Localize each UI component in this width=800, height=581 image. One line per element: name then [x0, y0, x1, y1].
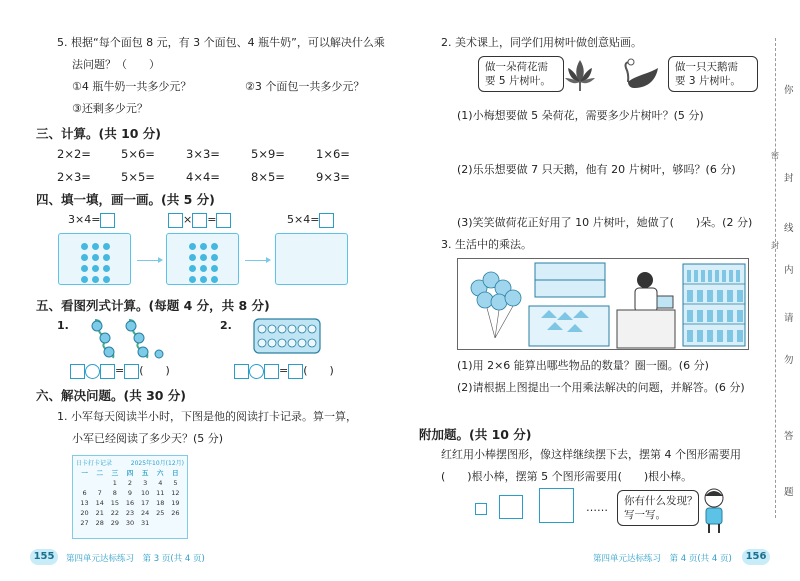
dot-array	[81, 243, 110, 283]
calendar-weekday: 四	[126, 469, 134, 477]
calendar-day: 12	[171, 489, 180, 497]
swan-leaf-picture	[620, 54, 664, 94]
q5-option-2: ②3 个面包一共多少元？	[245, 80, 365, 93]
calendar-weekday: 六	[157, 469, 164, 477]
q2-sub3: (3)笑笑做荷花正好用了 10 片树叶，她做了( )朵。(2 分)	[457, 216, 753, 229]
binding-char: 封	[784, 173, 794, 184]
sec5-q2-number: 2.	[220, 319, 232, 332]
answer-box[interactable]	[192, 213, 207, 228]
sec6-q1-line2: 小军已经阅读了多少天？(5 分)	[72, 432, 224, 445]
calendar-day: 1	[112, 479, 117, 487]
reading-calendar	[72, 455, 188, 539]
calendar-grid	[77, 468, 183, 527]
q5-option-1: ①4 瓶牛奶一共多少元？	[72, 80, 192, 93]
q3-sub2: (2)请根据上图提出一个用乘法解决的问题，并解答。(6 分)	[457, 381, 745, 394]
calc-item: 2×2=	[57, 147, 91, 161]
q5-line2: 法问题？（ ）	[72, 58, 160, 71]
section-5-title: 五、看图列式计算。(每题 4 分，共 8 分)	[36, 298, 270, 313]
footer-text: 第四单元达标练习 第 3 页(共 4 页)	[66, 554, 205, 564]
q2-sub2: (2)乐乐想要做 7 只天鹅，他有 20 片树叶，够吗？(6 分)	[457, 163, 736, 176]
eq-text: 5×4=	[287, 213, 320, 226]
calendar-day	[153, 519, 168, 527]
calendar-head-right: 2025年10月(12月)	[130, 460, 184, 467]
calendar-day: 20	[80, 509, 89, 517]
calendar-day: 21	[95, 509, 104, 517]
calendar-day	[168, 519, 183, 527]
calendar-day	[92, 479, 107, 487]
eq-text: =	[279, 364, 289, 377]
calendar-day: 5	[173, 479, 178, 487]
calendar-day: 6	[82, 489, 87, 497]
binding-char: 请	[784, 313, 794, 324]
binding-line	[775, 38, 776, 518]
section-6-title: 六、解决问题。(共 30 分)	[36, 388, 187, 403]
sec6-q1-line1: 1. 小军每天阅读半小时，下图是他的阅读打卡记录。算一算，	[57, 410, 357, 423]
calendar-weekday: 日	[172, 469, 179, 477]
answer-box[interactable]	[234, 364, 249, 379]
answer-box[interactable]	[319, 213, 334, 228]
page-number: 156	[742, 549, 770, 565]
calc-item: 5×5=	[121, 170, 155, 184]
answer-box[interactable]	[288, 364, 303, 379]
calc-item: 3×3=	[186, 147, 220, 161]
binding-char: 线	[784, 223, 794, 234]
calendar-weekday: 二	[96, 469, 103, 477]
q5-line1: 5. 根据“每个面包 8 元，有 3 个面包、4 瓶牛奶”，可以解决什么乘	[57, 36, 385, 49]
eq-text: ×	[183, 213, 193, 226]
calendar-day: 19	[171, 499, 180, 507]
footer-text: 第四单元达标练习 第 4 页(共 4 页)	[593, 554, 732, 564]
eq-text: 3×4=	[68, 213, 101, 226]
calendar-day: 10	[140, 489, 150, 497]
calendar-day: 28	[95, 519, 104, 527]
unit-paren: ( )	[139, 364, 170, 377]
lotus-speech-bubble: 做一朵荷花需 要 5 片树叶。	[478, 56, 564, 92]
calendar-day: 18	[156, 499, 165, 507]
calc-item: 2×3=	[57, 170, 91, 184]
binding-char: 答	[784, 431, 794, 442]
calendar-day: 2	[127, 479, 133, 487]
calendar-weekday: 三	[111, 469, 119, 477]
unit-paren: ( )	[303, 364, 334, 377]
right-page	[400, 0, 800, 581]
calendar-day: 11	[156, 489, 165, 497]
stick-square-3	[539, 488, 574, 523]
calendar-day: 4	[158, 479, 163, 487]
q5-option-3: ③还剩多少元？	[72, 102, 148, 115]
calendar-day: 30	[125, 519, 135, 527]
answer-box[interactable]	[100, 364, 115, 379]
calendar-day: 7	[97, 489, 102, 497]
swan-speech-bubble: 做一只天鹅需 要 3 片树叶。	[668, 56, 758, 92]
dots-panel-1	[58, 233, 131, 285]
answer-box[interactable]	[216, 213, 231, 228]
extra-speech-bubble: 你有什么发现？ 写一写。	[617, 490, 699, 526]
calc-item: 5×6=	[121, 147, 155, 161]
supermarket-picture	[457, 258, 749, 350]
extra-line2: ( )根小棒，摆第 5 个图形需要用( )根小棒。	[441, 470, 693, 483]
extra-line1: 红红用小棒摆图形，像这样继续摆下去，摆第 4 个图形需要用	[441, 448, 741, 461]
fill-eq-3	[287, 212, 334, 228]
calendar-day: 31	[140, 519, 150, 527]
calendar-day: 8	[112, 489, 117, 497]
lotus-leaf-picture	[563, 56, 597, 92]
calc-item: 9×3=	[316, 170, 350, 184]
operator-circle[interactable]	[249, 364, 264, 379]
answer-box[interactable]	[70, 364, 85, 379]
stick-square-2	[499, 495, 523, 519]
dots-panel-2	[166, 233, 239, 285]
calendar-weekday: 五	[141, 469, 149, 477]
calendar-day: 14	[95, 499, 104, 507]
calendar-day: 29	[110, 519, 119, 527]
calendar-day: 23	[125, 509, 135, 517]
sec5-q1-answer-row	[70, 363, 170, 379]
operator-circle[interactable]	[85, 364, 100, 379]
binding-char: 你	[784, 85, 794, 96]
q3-sub1: (1)用 2×6 能算出哪些物品的数量？圈一圈。(6 分)	[457, 359, 709, 372]
calendar-day: 9	[127, 489, 133, 497]
calendar-day: 15	[110, 499, 119, 507]
gourd-picture	[85, 316, 175, 362]
answer-box[interactable]	[264, 364, 279, 379]
eq-text: =	[207, 213, 217, 226]
fill-eq-2	[168, 212, 231, 228]
arrow-icon	[245, 260, 269, 261]
calc-item: 5×9=	[251, 147, 285, 161]
calc-item: 1×6=	[316, 147, 350, 161]
page-number: 155	[30, 549, 58, 565]
sec5-q1-number: 1.	[57, 319, 69, 332]
arrow-icon	[137, 260, 161, 261]
calendar-day: 24	[140, 509, 150, 517]
extra-title: 附加题。(共 10 分)	[419, 427, 532, 442]
binding-char: 题	[784, 487, 794, 498]
answer-box[interactable]	[124, 364, 139, 379]
calendar-day: 27	[80, 519, 89, 527]
answer-box[interactable]	[100, 213, 115, 228]
calendar-day: 25	[156, 509, 165, 517]
dot-array	[189, 243, 218, 283]
drawing-panel-empty[interactable]	[275, 233, 348, 285]
q3-line: 3. 生活中的乘法。	[441, 238, 532, 251]
calendar-head-left: 日卡打卡记录	[76, 460, 113, 467]
calendar-day: 22	[110, 509, 119, 517]
egg-tray-picture	[253, 318, 321, 354]
boy-picture	[697, 486, 731, 534]
calendar-day: 16	[125, 499, 135, 507]
ellipsis: ……	[586, 501, 608, 514]
calendar-day: 26	[171, 509, 180, 517]
binding-char: 勿	[784, 355, 794, 366]
binding-char: 封	[771, 241, 779, 250]
sec5-q2-answer-row	[234, 363, 334, 379]
fill-eq-1	[68, 212, 115, 228]
calc-item: 8×5=	[251, 170, 285, 184]
calendar-day: 3	[143, 479, 148, 487]
calendar-weekday: 一	[81, 469, 88, 477]
binding-char: 内	[784, 265, 794, 276]
q2-line: 2. 美术课上，同学们用树叶做创意贴画。	[441, 36, 642, 49]
eq-text: =	[115, 364, 125, 377]
binding-char: 密	[771, 151, 779, 160]
stick-square-1	[475, 503, 487, 515]
section-4-title: 四、填一填，画一画。(共 5 分)	[36, 192, 215, 207]
calendar-day	[77, 479, 92, 487]
answer-box[interactable]	[168, 213, 183, 228]
section-3-title: 三、计算。(共 10 分)	[36, 126, 162, 141]
calendar-day: 17	[140, 499, 150, 507]
calc-item: 4×4=	[186, 170, 220, 184]
calendar-day: 13	[80, 499, 89, 507]
q2-sub1: (1)小梅想要做 5 朵荷花，需要多少片树叶？(5 分)	[457, 109, 704, 122]
